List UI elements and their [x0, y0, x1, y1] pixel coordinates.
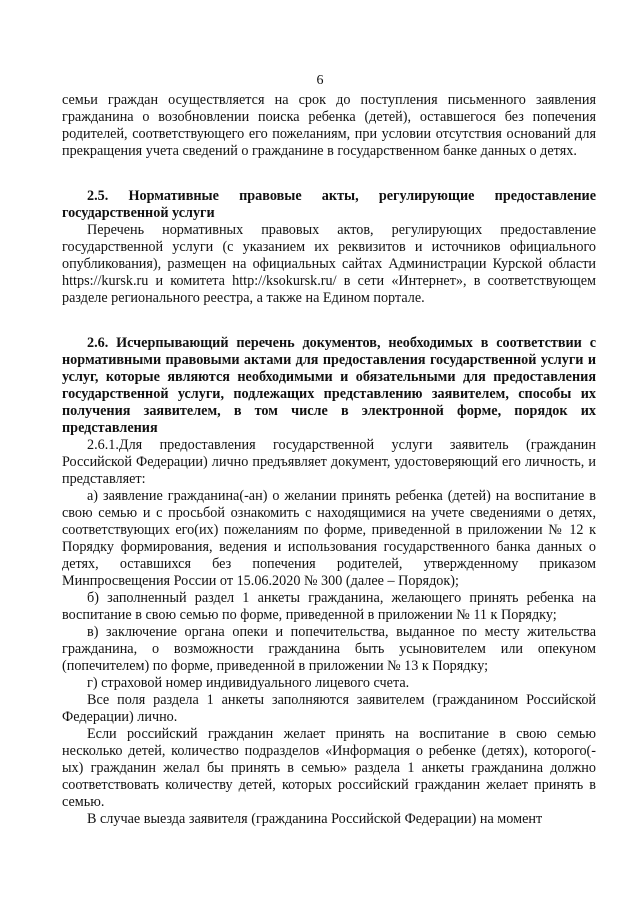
list-item-g: г) страховой номер индивидуального лицевого счета.: [87, 675, 410, 691]
section-heading-2-5: 2.5. Нормативные правовые акты, регулирующие предоставление государственной услуги: [62, 188, 596, 221]
list-item-v: в) заключение органа опеки и попечительства, выданное по месту жительства гражданина, о возможности гражданина быть усыновителем или опекуном (попечителем) по форме, приведенной в приложении № 13 к Порядку;: [62, 624, 596, 674]
paragraph-fields-note: Все поля раздела 1 анкеты заполняются заявителем (гражданином Российской Федерации) лично.: [62, 692, 596, 725]
paragraph-2-6-1: 2.6.1.Для предоставления государственной услуги заявитель (гражданин Российской Федерации) лично предъявляет документ, удостоверяющий его личность, и представляет:: [62, 437, 596, 487]
paragraph-continuation: семьи граждан осуществляется на срок до поступления письменного заявления гражданина о возобновлении поиска ребенка (детей), оставшегося без попечения родителей, соответствующего его пожеланиям, при условии отсутствия оснований для прекращения учета сведений о гражданине в государственном банке данных о детях.: [62, 92, 596, 159]
section-heading-2-6: 2.6. Исчерпывающий перечень документов, необходимых в соответствии с нормативными правовыми актами для предоставления государственной услуги и услуг, которые являются необходимыми и обязательными для предоставления государственной услуги, подлежащих представлению заявителем, способы их получения заявителем, в том числе в электронной форме, порядок их представления: [62, 335, 596, 436]
page-number: 6: [316, 73, 324, 88]
paragraph-legal-acts: Перечень нормативных правовых актов, регулирующих предоставление государственной услуги (с указанием их реквизитов и источников официального опубликования), размещен на официальных сайтах Администрации Курской области https://kursk.ru и комитета http://ksokursk.ru/ в сети «Интернет», в соответствующем разделе регионального реестра, а также на Едином портале.: [62, 222, 596, 306]
list-item-a: а) заявление гражданина(-ан) о желании принять ребенка (детей) на воспитание в свою семью и с просьбой ознакомить с находящимися на учете сведениями о детях, соответствующих его(их) пожеланиям по форме, приведенной в приложении № 12 к Порядку формирования, ведения и использования государственного банка данных о детях, оставшихся без попечения родителей, утвержденному приказом Минпросвещения России от 15.06.2020 № 300 (далее – Порядок);: [62, 488, 596, 589]
paragraph-multiple-children: Если российский гражданин желает принять на воспитание в свою семью несколько детей, количество подразделов «Информация о ребенке (детях), которого(-ых) гражданин желал бы принять в семью» раздела 1 анкеты гражданина должно соответствовать количеству детей, которых российский гражданин желает принять в семью.: [62, 726, 596, 810]
paragraph-departure: В случае выезда заявителя (гражданина Российской Федерации) на момент: [87, 811, 543, 827]
document-body: [62, 92, 596, 828]
list-item-b: б) заполненный раздел 1 анкеты гражданина, желающего принять ребенка на воспитание в свою семью по форме, приведенной в приложении № 11 к Порядку;: [62, 590, 596, 623]
